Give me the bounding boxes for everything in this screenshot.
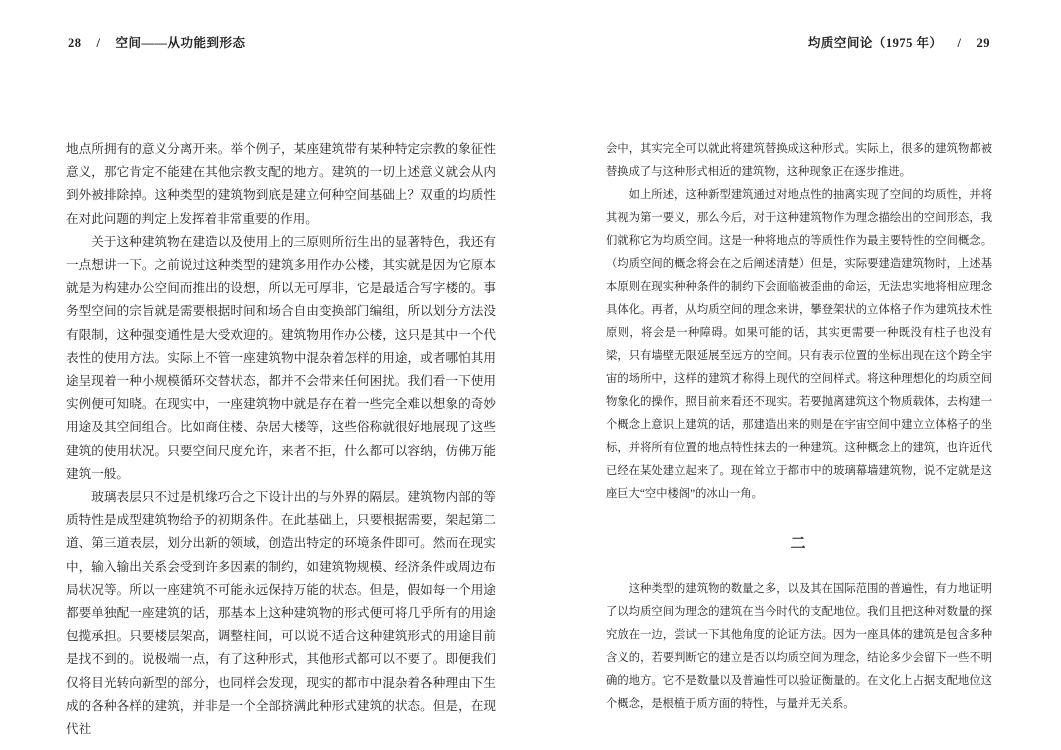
left-page-header bbox=[68, 33, 246, 51]
left-paragraph: 关于这种建筑物在建造以及使用上的三原则所衍生出的显著特色，我还有一点想讲一下。之前说过这种类型的建筑多用作办公楼，其实就是因为它原本就是为构建办公空间而推出的设想，所以无可厚非，它是最适合写字楼的。事务型空间的宗旨就是需要根据时间和场合自由变换部门编组，所以划分方法没有限制，这种强变通性是大受欢迎的。建筑物用作办公楼，这只是其中一个代表性的使用方法。实际上不管一座建筑物中混杂着怎样的用途，或者哪怕其用途呈现着一种小规模循环交替状态，都并不会带来任何困扰。我们看一下使用实例便可知晓。在现实中，一座建筑物中就是存在着一些完全难以想象的奇妙用途及其空间组合。比如商住楼、杂居大楼等，这些俗称就很好地展现了这些建筑的使用状况。只要空间尺度允许，来者不拒，什么都可以容纳，仿佛万能建筑一般。 bbox=[66, 234, 496, 481]
left-paragraph: 玻璃表层只不过是机缘巧合之下设计出的与外界的隔层。建筑物内部的等质特性是成型建筑物给予的初期条件。在此基础上，只要根据需要，架起第二道、第三道表层，划分出新的领域，创造出特定的环境条件即可。然而在现实中，输入输出关系会受到许多因素的制约，如建筑物规模、经济条件或周边布局状况等。所以一座建筑不可能永远保持万能的状态。但是，假如每一个用途都要单独配一座建筑的话，那基本上这种建筑物的形式便可将几乎所有的用途包揽承担。只要楼层架高，调整柱间，可以说不适合这种建筑形式的用途目前是找不到的。说极端一点，有了这种形式，其他形式都可以不要了。即便我们仅将目光转向新型的部分，也同样会发现，现实的都市中混杂着各种理由下生成的各种各样的建筑，并非是一个全部挤满此种形式建筑的状态。但是，在现代社 bbox=[66, 490, 496, 737]
left-paragraph-continuation: 地点所拥有的意义分离开来。举个例子，某座建筑带有某种特定宗教的象征性意义，那它肯定不能建在其他宗教支配的地方。建筑的一切上述意义就会从内到外被排除掉。这种类型的建筑物到底是建立何种空间基础上？双重的均质性在对此问题的判定上发挥着非常重要的作用。 bbox=[66, 142, 496, 226]
right-paragraph: 这种类型的建筑物的数量之多，以及其在国际范围的普遍性，有力地证明了以均质空间为理念的建筑在当今时代的支配地位。我们且把这种对数量的探究放在一边，尝试一下其他角度的论证方法。因为一座具体的建筑是包含多种含义的，若要判断它的建立是否以均质空间为理念，结论多少会留下一些不明确的地方。它不是数量以及普遍性可以验证衡量的。在文化上占据支配地位这个概念，是根植于质方面的特性，与量并无关系。 bbox=[606, 583, 992, 710]
left-page-number: 28 bbox=[68, 36, 82, 50]
book-section-title: 空间——从功能到形态 bbox=[115, 36, 246, 50]
right-page-header bbox=[808, 33, 990, 51]
left-page-body bbox=[66, 138, 496, 741]
right-paragraph: 如上所述，这种新型建筑通过对地点性的抽离实现了空间的均质性，并将其视为第一要义，那么今后，对于这种建筑物作为理念描绘出的空间形态，我们就称它为均质空间。这是一种将地点的等质性作为最主要特性的空间概念。（均质空间的概念将会在之后阐述清楚）但是，实际要建造建筑物时，上述基本原则在现实种种条件的制约下会面临被歪曲的命运，无法忠实地将相应理念具体化。再者，从均质空间的理念来讲，攀登架状的立体格子作为建筑技术性原则，将会是一种障碍。如果可能的话，其实更需要一种既没有柱子也没有梁，只有墙壁无限延展至远方的空间。只有表示位置的坐标出现在这个跨全宇宙的场所中，这样的建筑才称得上现代的空间样式。将这种理想化的均质空间物象化的操作，照目前来看还不现实。若要抛离建筑这个物质载体，去构建一个概念上意识上建筑的话，那建造出来的则是在宇宙空间中建立立体格子的坐标，并将所有位置的地点特性抹去的一种建筑。这种概念上的建筑，也许近代已经在某处建立起来了。现在耸立于都市中的玻璃幕墙建筑物，说不定就是这座巨大“空中楼阁”的冰山一角。 bbox=[606, 189, 992, 500]
right-page-body bbox=[606, 138, 992, 716]
right-paragraph-continuation: 会中，其实完全可以就此将建筑替换成这种形式。实际上，很多的建筑物都被替换成了与这种形式相近的建筑物，这种现象正在逐步推进。 bbox=[606, 143, 992, 178]
chapter-title: 均质空间论（1975 年） bbox=[807, 36, 943, 50]
right-page-number: 29 bbox=[976, 36, 990, 50]
left-header-separator: / bbox=[96, 36, 101, 50]
section-heading: 二 bbox=[790, 536, 808, 552]
right-header-separator: / bbox=[957, 36, 962, 50]
